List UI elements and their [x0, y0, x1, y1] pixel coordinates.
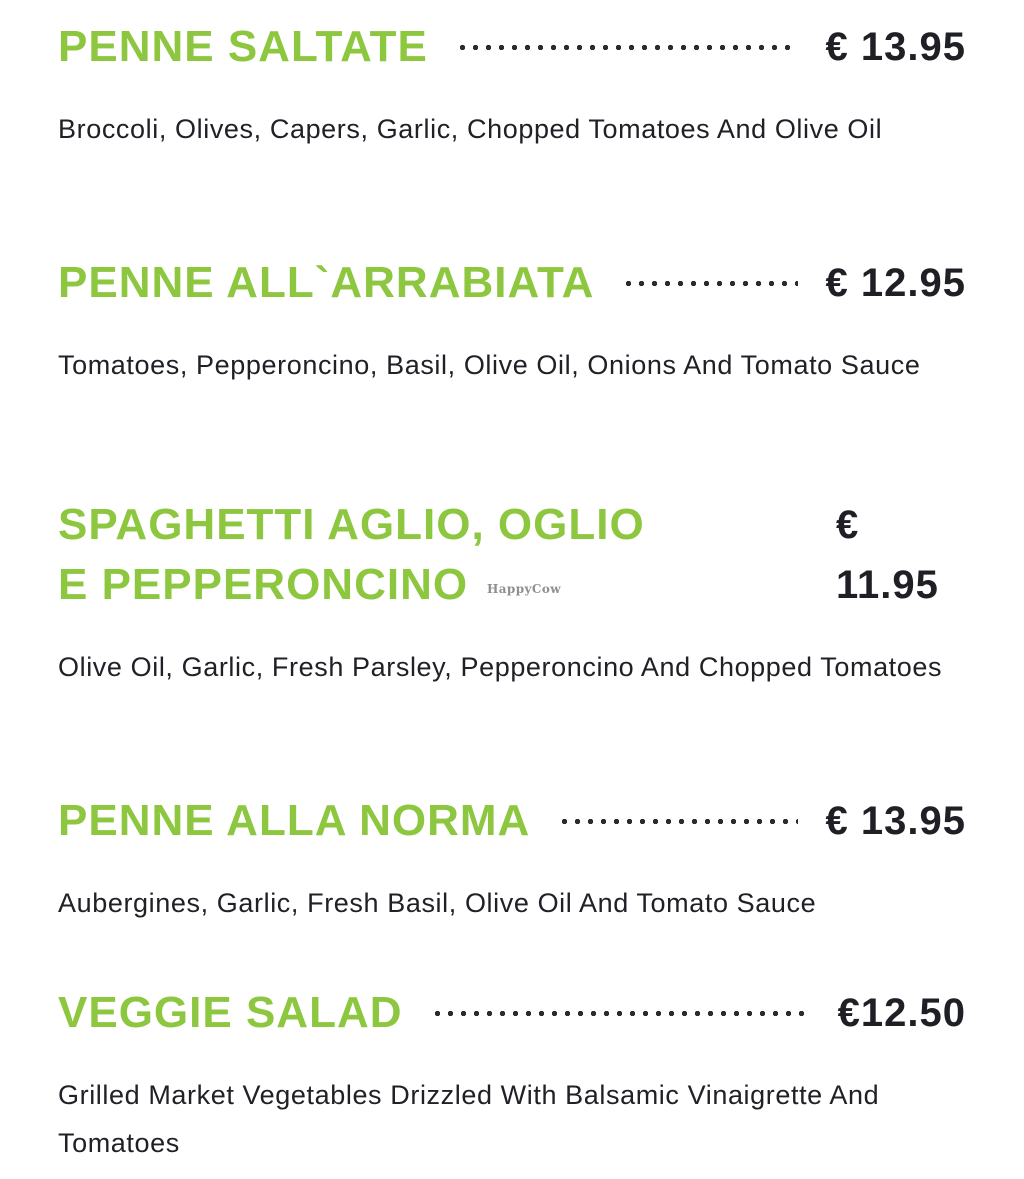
dish-description: Broccoli, Olives, Capers, Garlic, Chopped Tomatoes And Olive Oil [58, 114, 883, 144]
menu-item [58, 988, 966, 1167]
menu-item-heading-row [58, 22, 966, 72]
happycow-watermark: HappyCow [487, 582, 561, 596]
menu-item [58, 22, 966, 153]
dish-description: Olive Oil, Garlic, Fresh Parsley, Pepperoncino And Chopped Tomatoes [58, 652, 943, 682]
dish-price: € 12.95 [825, 260, 966, 305]
menu-item-heading-row [58, 988, 966, 1038]
dish-name: PENNE ALLA NORMA [58, 796, 531, 845]
dish-price: € 13.95 [825, 24, 966, 69]
menu-item [58, 796, 966, 927]
menu-item [58, 258, 966, 389]
dot-leader [558, 818, 797, 825]
dish-price: € 11.95 [836, 503, 939, 607]
dish-name: PENNE ALL`ARRABIATA [58, 258, 595, 307]
dish-price: € 13.95 [825, 798, 966, 843]
menu-item-heading-row [58, 495, 966, 615]
dish-description: Tomatoes, Pepperoncino, Basil, Olive Oil, Onions And Tomato Sauce [58, 350, 921, 380]
dish-name: VEGGIE SALAD [58, 988, 403, 1037]
dish-name: SPAGHETTI AGLIO, OGLIO E PEPPERONCINO [58, 500, 645, 609]
menu-item-heading-row [58, 796, 966, 846]
dot-leader [431, 1010, 810, 1017]
dot-leader [456, 44, 798, 51]
dot-leader [622, 280, 797, 287]
dish-description: Aubergines, Garlic, Fresh Basil, Olive Oil And Tomato Sauce [58, 888, 817, 918]
menu-item-heading-row [58, 258, 966, 308]
dish-price: €12.50 [837, 990, 966, 1035]
dish-description: Grilled Market Vegetables Drizzled With Balsamic Vinaigrette And Tomatoes [58, 1080, 880, 1158]
dish-name: PENNE SALTATE [58, 22, 428, 71]
